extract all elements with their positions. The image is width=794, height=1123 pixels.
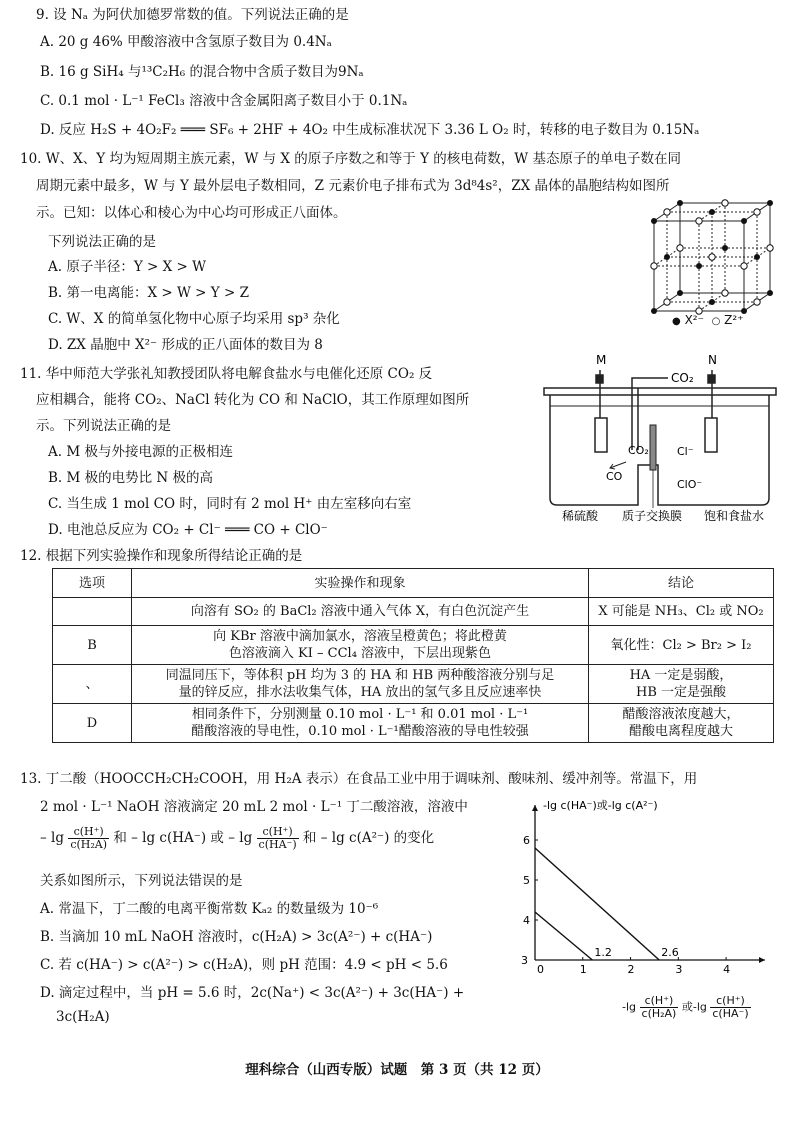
chart-y-label: -lg c(HA⁻)或-lg c(A²⁻) — [543, 799, 658, 812]
q10-stem-line2: 周期元素中最多，W 与 Y 最外层电子数相同，Z 元素价电子排布式为 3d⁸4s²，ZX 晶体的晶胞结构如图所 — [36, 178, 670, 194]
experiment-table — [52, 568, 774, 743]
label-m: M — [596, 353, 607, 367]
q11-option-d: D. 电池总反应为 CO₂ + Cl⁻ ═══ CO + ClO⁻ — [48, 522, 328, 538]
annotation-label: 2.6 — [661, 946, 679, 959]
series-line-2 — [535, 848, 659, 960]
row-conclusion — [589, 665, 774, 704]
fraction-denominator: c(HA⁻) — [712, 1007, 749, 1020]
x-tick-label: 0 — [537, 963, 544, 976]
fraction-numerator: c(H⁺) — [640, 995, 679, 1008]
x-tick-label: 4 — [723, 963, 731, 976]
label-clo: ClO⁻ — [677, 478, 703, 491]
electrolysis-cell-figure — [540, 350, 780, 550]
q12-stem: 12. 根据下列实验操作和现象所得结论正确的是 — [20, 548, 303, 564]
operation-line: 向 KBr 溶液中滴加氯水，溶液呈橙黄色；将此橙黄 — [213, 629, 507, 644]
row-conclusion — [589, 626, 774, 665]
row-operation — [132, 665, 589, 704]
caption-right: 饱和食盐水 — [704, 509, 765, 523]
fraction-denominator: c(HA⁻) — [258, 838, 297, 851]
q13-option-d-line1: D. 滴定过程中，当 pH = 5.6 时，2c(Na⁺) < 3c(A²⁻) + 3c(HA⁻) + — [40, 985, 465, 1001]
fraction-denominator: c(H₂A) — [70, 838, 108, 851]
table-row — [53, 665, 774, 704]
operation-line: 量的锌反应，排水法收集气体，HA 放出的氢气多且反应速率快 — [178, 685, 542, 700]
conclusion-line: 氧化性：Cl₂ > Br₂ > I₂ — [610, 637, 752, 653]
q11-stem-line1: 11. 华中师范大学张礼知教授团队将电解食盐水与电催化还原 CO₂ 反 — [20, 366, 433, 382]
q13-stem-line1: 13. 丁二酸（HOOCCH₂CH₂COOH，用 H₂A 表示）在食品工业中用于调味剂、酸味剂、缓冲剂等。常温下，用 — [20, 771, 698, 787]
conclusion-line: HA 一定是弱酸， — [629, 668, 733, 683]
operation-line: 同温同压下，等体积 pH 均为 3 的 HA 和 HB 两种酸溶液分别与足 — [165, 668, 555, 683]
series-line-1 — [535, 912, 592, 960]
q11-option-b: B. M 极的电势比 N 极的高 — [48, 470, 214, 486]
q10-stem-line1: 10. W、X、Y 均为短周期主族元素，W 与 X 的原子序数之和等于 Y 的核电荷数，W 基态原子的单电子数在同 — [20, 151, 681, 167]
table-header-row — [53, 569, 774, 598]
chart-x-label — [622, 995, 751, 1020]
q9-option-d: D. 反应 H₂S + 4O₂F₂ ═══ SF₆ + 2HF + 4O₂ 中生成标准状况下 3.36 L O₂ 时，转移的电子数目为 0.15Nₐ — [40, 122, 700, 138]
q10-option-c: C. W、X 的简单氢化物中心原子均采用 sp³ 杂化 — [48, 311, 340, 327]
x-label-mid: 或-lg — [681, 1000, 707, 1014]
header-option: 选项 — [53, 569, 132, 598]
y-tick-label: 3 — [521, 954, 528, 967]
annotation-label: 1.2 — [594, 946, 612, 959]
q11-stem-line3: 示。下列说法正确的是 — [36, 418, 171, 434]
y-axis-arrow — [532, 805, 538, 811]
q11-option-a: A. M 极与外接电源的正极相连 — [48, 444, 233, 460]
q13-option-a: A. 常温下，丁二酸的电离平衡常数 Kₐ₂ 的数量级为 10⁻⁶ — [40, 901, 379, 917]
q10-stem-line3: 示。已知：以体心和棱心为中心均可形成正八面体。 — [36, 205, 347, 221]
q10-option-d: D. ZX 晶胞中 X²⁻ 形成的正八面体的数目为 8 — [48, 337, 323, 353]
label-n: N — [708, 353, 717, 367]
q9-option-b: B. 16 g SiH₄ 与¹³C₂H₆ 的混合物中含质子数目为9Nₐ — [40, 64, 364, 80]
label-co: CO — [606, 470, 623, 483]
row-option: B — [53, 626, 132, 665]
header-operation: 实验操作和现象 — [132, 569, 589, 598]
operation-line: 向溶有 SO₂ 的 BaCl₂ 溶液中通入气体 X，有白色沉淀产生 — [190, 604, 530, 619]
operation-line: 醋酸溶液的导电性，0.10 mol · L⁻¹醋酸溶液的导电性较强 — [191, 724, 529, 739]
q11-option-c: C. 当生成 1 mol CO 时，同时有 2 mol H⁺ 由左室移向右室 — [48, 496, 412, 512]
operation-line: 色溶液滴入 KI – CCl₄ 溶液中，下层出现紫色 — [228, 646, 492, 661]
row-operation — [132, 598, 589, 626]
caption-mid: 质子交换膜 — [622, 509, 683, 523]
row-operation — [132, 626, 589, 665]
crystal-legend: ● X²⁻ ○ Z²⁺ — [672, 313, 744, 327]
x-tick-label: 2 — [627, 963, 635, 976]
fraction-denominator: c(H₂A) — [641, 1007, 677, 1020]
fraction-h-h2a — [68, 826, 109, 851]
q13-stem-line2: 2 mol · L⁻¹ NaOH 溶液滴定 20 mL 2 mol · L⁻¹ 丁二酸溶液，溶液中 — [40, 799, 468, 815]
q11-stem-line2: 应相耦合，能将 CO₂、NaCl 转化为 CO 和 NaClO，其工作原理如图所 — [36, 392, 470, 408]
q10-ask: 下列说法正确的是 — [48, 234, 156, 250]
q13-option-b: B. 当滴加 10 mL NaOH 溶液时，c(H₂A) > 3c(A²⁻) + c(HA⁻) — [40, 929, 433, 945]
q9-option-c: C. 0.1 mol · L⁻¹ FeCl₃ 溶液中含金属阳离子数目小于 0.1Nₐ — [40, 93, 408, 109]
label-co2-inner: CO₂ — [628, 444, 649, 457]
x-label-frac1 — [640, 995, 679, 1020]
q10-option-a: A. 原子半径：Y > X > W — [48, 259, 207, 275]
conclusion-line: X 可能是 NH₃、Cl₂ 或 NO₂ — [598, 604, 764, 619]
q10-option-b: B. 第一电离能：X > W > Y > Z — [48, 285, 249, 301]
page-footer: 理科综合（山西专版）试题 第 3 页（共 12 页） — [245, 1062, 549, 1078]
caption-left: 稀硫酸 — [562, 509, 599, 523]
q13-option-d-line2: 3c(H₂A) — [56, 1009, 110, 1025]
x-tick-label: 1 — [579, 963, 587, 976]
x-label-frac2 — [710, 995, 750, 1020]
q9-stem: 9. 设 Nₐ 为阿伏加德罗常数的值。下列说法正确的是 — [36, 7, 349, 23]
q13-option-c: C. 若 c(HA⁻) > c(A²⁻) > c(H₂A)，则 pH 范围：4.9 < pH < 5.6 — [40, 957, 448, 973]
legend-x-label: X²⁻ — [684, 313, 704, 327]
row-option: 、 — [53, 665, 132, 704]
tail-text: 和 – lg c(A²⁻) 的变化 — [302, 830, 435, 846]
table-row — [53, 598, 774, 626]
table-row — [53, 704, 774, 743]
legend-z-label: Z²⁺ — [724, 313, 744, 327]
label-cl: Cl⁻ — [677, 445, 694, 458]
label-co2-top: CO₂ — [671, 371, 694, 385]
row-conclusion — [589, 598, 774, 626]
fraction-numerator: c(H⁺) — [257, 826, 299, 839]
middle-text: 和 – lg c(HA⁻) 或 – lg — [113, 830, 253, 846]
q9-option-a: A. 20 g 46% 甲酸溶液中含氢原子数目为 0.4Nₐ — [40, 34, 332, 50]
conclusion-line: 醋酸电离程度越大 — [628, 724, 733, 739]
fraction-h-ha — [257, 826, 299, 851]
x-axis-arrow — [759, 957, 765, 963]
operation-line: 相同条件下，分别测量 0.10 mol · L⁻¹ 和 0.01 mol · L⁻¹ — [191, 707, 529, 722]
row-conclusion — [589, 704, 774, 743]
y-tick-label: 5 — [523, 874, 530, 887]
fraction-numerator: c(H⁺) — [710, 995, 750, 1008]
y-tick-label: 6 — [523, 834, 530, 847]
conclusion-line: 醋酸溶液浓度越大， — [622, 707, 740, 722]
row-option: D — [53, 704, 132, 743]
titration-chart — [505, 795, 790, 1020]
fraction-numerator: c(H⁺) — [68, 826, 109, 839]
minus-lg-text: – lg — [40, 830, 65, 846]
row-option — [53, 598, 132, 626]
y-tick-label: 4 — [523, 914, 530, 927]
header-conclusion: 结论 — [589, 569, 774, 598]
table-row — [53, 626, 774, 665]
conclusion-line: HB 一定是强酸 — [635, 685, 727, 700]
row-operation — [132, 704, 589, 743]
x-label-prefix: -lg — [622, 1000, 637, 1014]
q13-stem-line3 — [40, 826, 434, 851]
x-tick-label: 3 — [675, 963, 683, 976]
q13-stem-line4: 关系如图所示，下列说法错误的是 — [40, 873, 243, 889]
